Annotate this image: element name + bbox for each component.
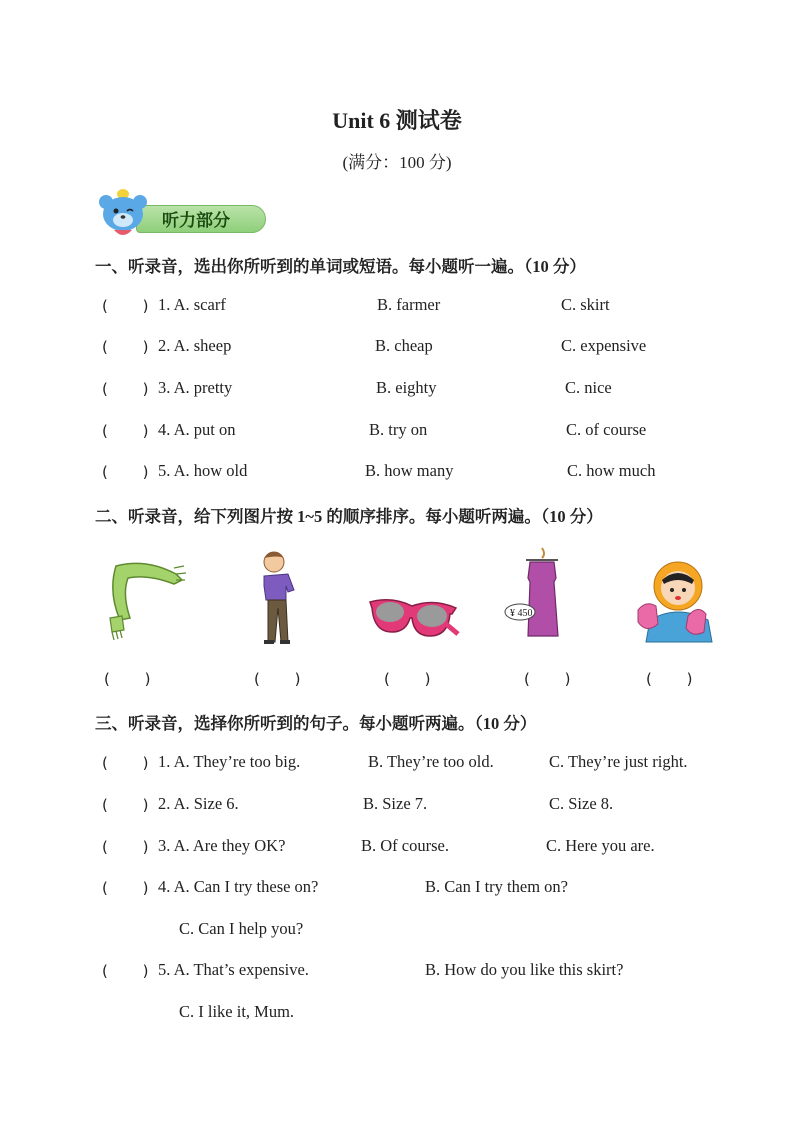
question-option-a: 4. A. Can I try these on?: [158, 877, 319, 896]
list-item: [102, 461, 148, 485]
girl-with-gloves-icon: [632, 560, 716, 646]
list-item: [102, 877, 148, 901]
question-option-b: B. eighty: [376, 378, 437, 397]
question-option-c: C. They’re just right.: [549, 752, 688, 771]
question-option-b: B. cheap: [375, 336, 433, 355]
question-option-a: 3. A. pretty: [158, 378, 233, 397]
question-option-c: C. Here you are.: [546, 836, 655, 855]
list-item: [102, 960, 148, 984]
picture-answer-blank[interactable]: ( ): [384, 670, 431, 688]
question-option-b: B. Of course.: [361, 836, 449, 855]
picture-answer-blank[interactable]: ( ): [254, 670, 301, 688]
boy-icon: [254, 548, 306, 646]
question-option-a: 4. A. put on: [158, 420, 236, 439]
list-item: [102, 752, 148, 776]
answer-blank[interactable]: ( ): [102, 338, 149, 356]
answer-blank[interactable]: ( ): [102, 796, 149, 814]
question-option-b: B. How do you like this skirt?: [425, 960, 624, 979]
picture-answer-blank[interactable]: ( ): [646, 670, 693, 688]
list-item: [102, 295, 148, 319]
listening-section-banner: [96, 184, 270, 240]
list-item: [102, 420, 148, 444]
question-option-c: C. of course: [566, 420, 647, 439]
question-option-b: B. how many: [365, 461, 454, 480]
question-option-c: C. skirt: [561, 295, 610, 314]
answer-blank[interactable]: ( ): [102, 463, 149, 481]
question-option-a: 5. A. That’s expensive.: [158, 960, 309, 979]
list-item: [102, 794, 148, 818]
section-1-heading: 一、听录音，选出你所听到的单词或短语。每小题听一遍。（10 分）: [95, 257, 586, 276]
question-option-c: C. Size 8.: [549, 794, 614, 813]
question-option-b: B. try on: [369, 420, 428, 439]
answer-blank[interactable]: ( ): [102, 962, 149, 980]
question-option-a: 1. A. scarf: [158, 295, 226, 314]
question-option-a: 3. A. Are they OK?: [158, 836, 286, 855]
question-option-c: C. Can I help you?: [179, 919, 304, 938]
question-option-a: 1. A. They’re too big.: [158, 752, 301, 771]
price-tag: ¥ 450: [510, 608, 533, 619]
sunglasses-icon: [366, 594, 460, 642]
question-option-c: C. how much: [567, 461, 656, 480]
question-option-c: C. I like it, Mum.: [179, 1002, 295, 1021]
answer-blank[interactable]: ( ): [102, 422, 149, 440]
question-option-c: C. expensive: [561, 336, 647, 355]
section-2-heading: 二、听录音，给下列图片按 1~5 的顺序排序。每小题听两遍。（10 分）: [95, 507, 603, 526]
page-subtitle: (满分：100 分): [342, 153, 452, 172]
list-item: [102, 378, 148, 402]
answer-blank[interactable]: ( ): [102, 380, 149, 398]
dress-icon: [504, 544, 566, 642]
question-option-b: B. Size 7.: [363, 794, 428, 813]
question-option-b: B. farmer: [377, 295, 441, 314]
answer-blank[interactable]: ( ): [102, 297, 149, 315]
scarf-icon: [104, 556, 190, 644]
question-option-a: 5. A. how old: [158, 461, 248, 480]
list-item: [102, 336, 148, 360]
section-3-heading: 三、听录音，选择你所听到的句子。每小题听两遍。（10 分）: [95, 714, 537, 733]
answer-blank[interactable]: ( ): [102, 754, 149, 772]
mascot-icon: [96, 184, 156, 240]
banner-label: 听力部分: [162, 211, 230, 231]
picture-answer-blank[interactable]: ( ): [524, 670, 571, 688]
page-title: Unit 6 测试卷: [332, 108, 462, 133]
answer-blank[interactable]: ( ): [102, 879, 149, 897]
question-option-c: C. nice: [565, 378, 612, 397]
question-option-a: 2. A. Size 6.: [158, 794, 239, 813]
question-option-a: 2. A. sheep: [158, 336, 232, 355]
question-option-b: B. Can I try them on?: [425, 877, 568, 896]
list-item: [102, 836, 148, 860]
question-option-b: B. They’re too old.: [368, 752, 494, 771]
answer-blank[interactable]: ( ): [102, 838, 149, 856]
picture-answer-blank[interactable]: ( ): [104, 670, 151, 688]
